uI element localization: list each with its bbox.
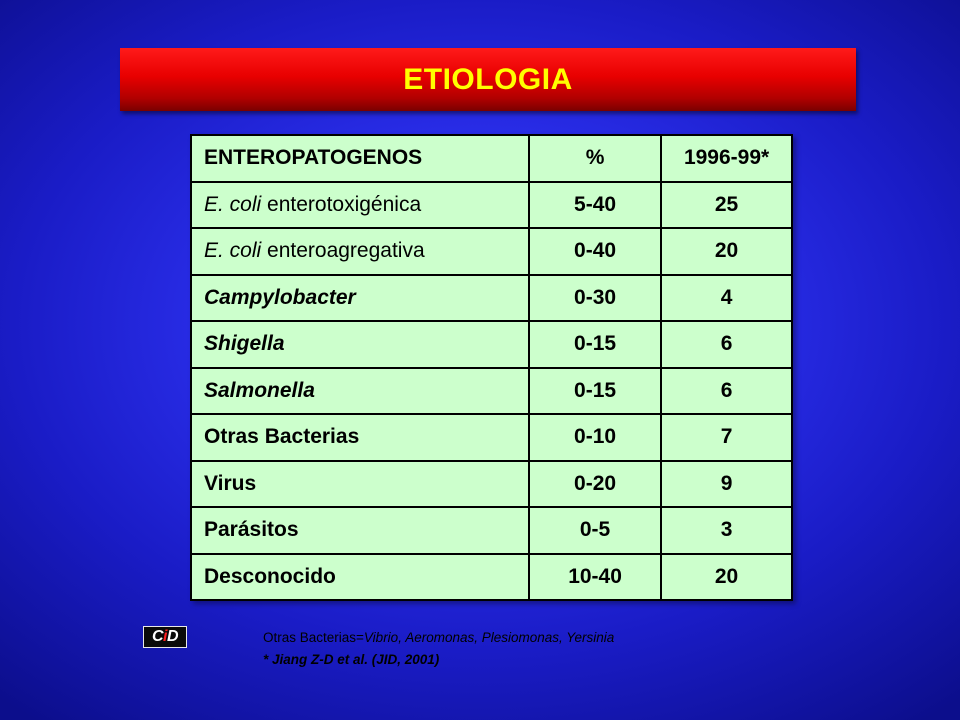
row-pct: 0-40 bbox=[529, 228, 661, 275]
row-pct: 5-40 bbox=[529, 182, 661, 229]
row-value: 6 bbox=[661, 368, 792, 415]
row-pct: 0-15 bbox=[529, 321, 661, 368]
table-row bbox=[191, 507, 792, 554]
row-value: 9 bbox=[661, 461, 792, 508]
logo-text-dot: i bbox=[163, 628, 167, 645]
row-value: 7 bbox=[661, 414, 792, 461]
row-value: 25 bbox=[661, 182, 792, 229]
row-pct: 0-10 bbox=[529, 414, 661, 461]
row-name-italic: Shigella bbox=[204, 332, 285, 356]
row-pct: 10-40 bbox=[529, 554, 661, 601]
row-value: 6 bbox=[661, 321, 792, 368]
header-percent: % bbox=[529, 135, 661, 182]
etiology-table bbox=[190, 134, 793, 601]
header-year-range: 1996-99* bbox=[661, 135, 792, 182]
row-name bbox=[191, 368, 529, 415]
table-header-row bbox=[191, 135, 792, 182]
row-name bbox=[191, 461, 529, 508]
table-row bbox=[191, 554, 792, 601]
header-enteropatogenos: ENTEROPATOGENOS bbox=[191, 135, 529, 182]
row-name-italic: Salmonella bbox=[204, 378, 315, 402]
row-name bbox=[191, 228, 529, 275]
row-name-rest: Desconocido bbox=[204, 564, 336, 588]
row-pct: 0-30 bbox=[529, 275, 661, 322]
row-value: 4 bbox=[661, 275, 792, 322]
row-name bbox=[191, 554, 529, 601]
table-row bbox=[191, 275, 792, 322]
logo-text-pre: C bbox=[151, 628, 164, 645]
table-row bbox=[191, 182, 792, 229]
table-row bbox=[191, 321, 792, 368]
row-name bbox=[191, 275, 529, 322]
title-banner bbox=[120, 48, 856, 111]
row-name-rest: Virus bbox=[204, 471, 257, 495]
row-value: 20 bbox=[661, 554, 792, 601]
footnote-otras-bacterias bbox=[263, 630, 614, 645]
table-row bbox=[191, 368, 792, 415]
footnote-prefix: Otras Bacterias= bbox=[263, 630, 364, 645]
row-name bbox=[191, 182, 529, 229]
row-name-rest: enteroagregativa bbox=[261, 239, 425, 263]
logo-text-post: D bbox=[166, 628, 179, 645]
row-value: 3 bbox=[661, 507, 792, 554]
row-name-rest: enterotoxigénica bbox=[261, 192, 422, 216]
footnote-italic-list: Vibrio, Aeromonas, Plesiomonas, Yersinia bbox=[363, 630, 615, 645]
table-row bbox=[191, 228, 792, 275]
row-name bbox=[191, 321, 529, 368]
cid-logo bbox=[143, 626, 187, 648]
row-name-rest: Otras Bacterias bbox=[204, 425, 360, 449]
row-pct: 0-15 bbox=[529, 368, 661, 415]
row-value: 20 bbox=[661, 228, 792, 275]
row-name-italic: E. coli bbox=[204, 192, 262, 216]
slide-title: ETIOLOGIA bbox=[403, 62, 573, 96]
row-name-italic: E. coli bbox=[204, 239, 262, 263]
row-pct: 0-20 bbox=[529, 461, 661, 508]
row-pct: 0-5 bbox=[529, 507, 661, 554]
footnote-citation: * Jiang Z-D et al. (JID, 2001) bbox=[263, 652, 440, 667]
row-name bbox=[191, 414, 529, 461]
row-name bbox=[191, 507, 529, 554]
row-name-rest: Parásitos bbox=[204, 518, 299, 542]
row-name-italic: Campylobacter bbox=[204, 285, 356, 309]
table-row bbox=[191, 461, 792, 508]
table-row bbox=[191, 414, 792, 461]
